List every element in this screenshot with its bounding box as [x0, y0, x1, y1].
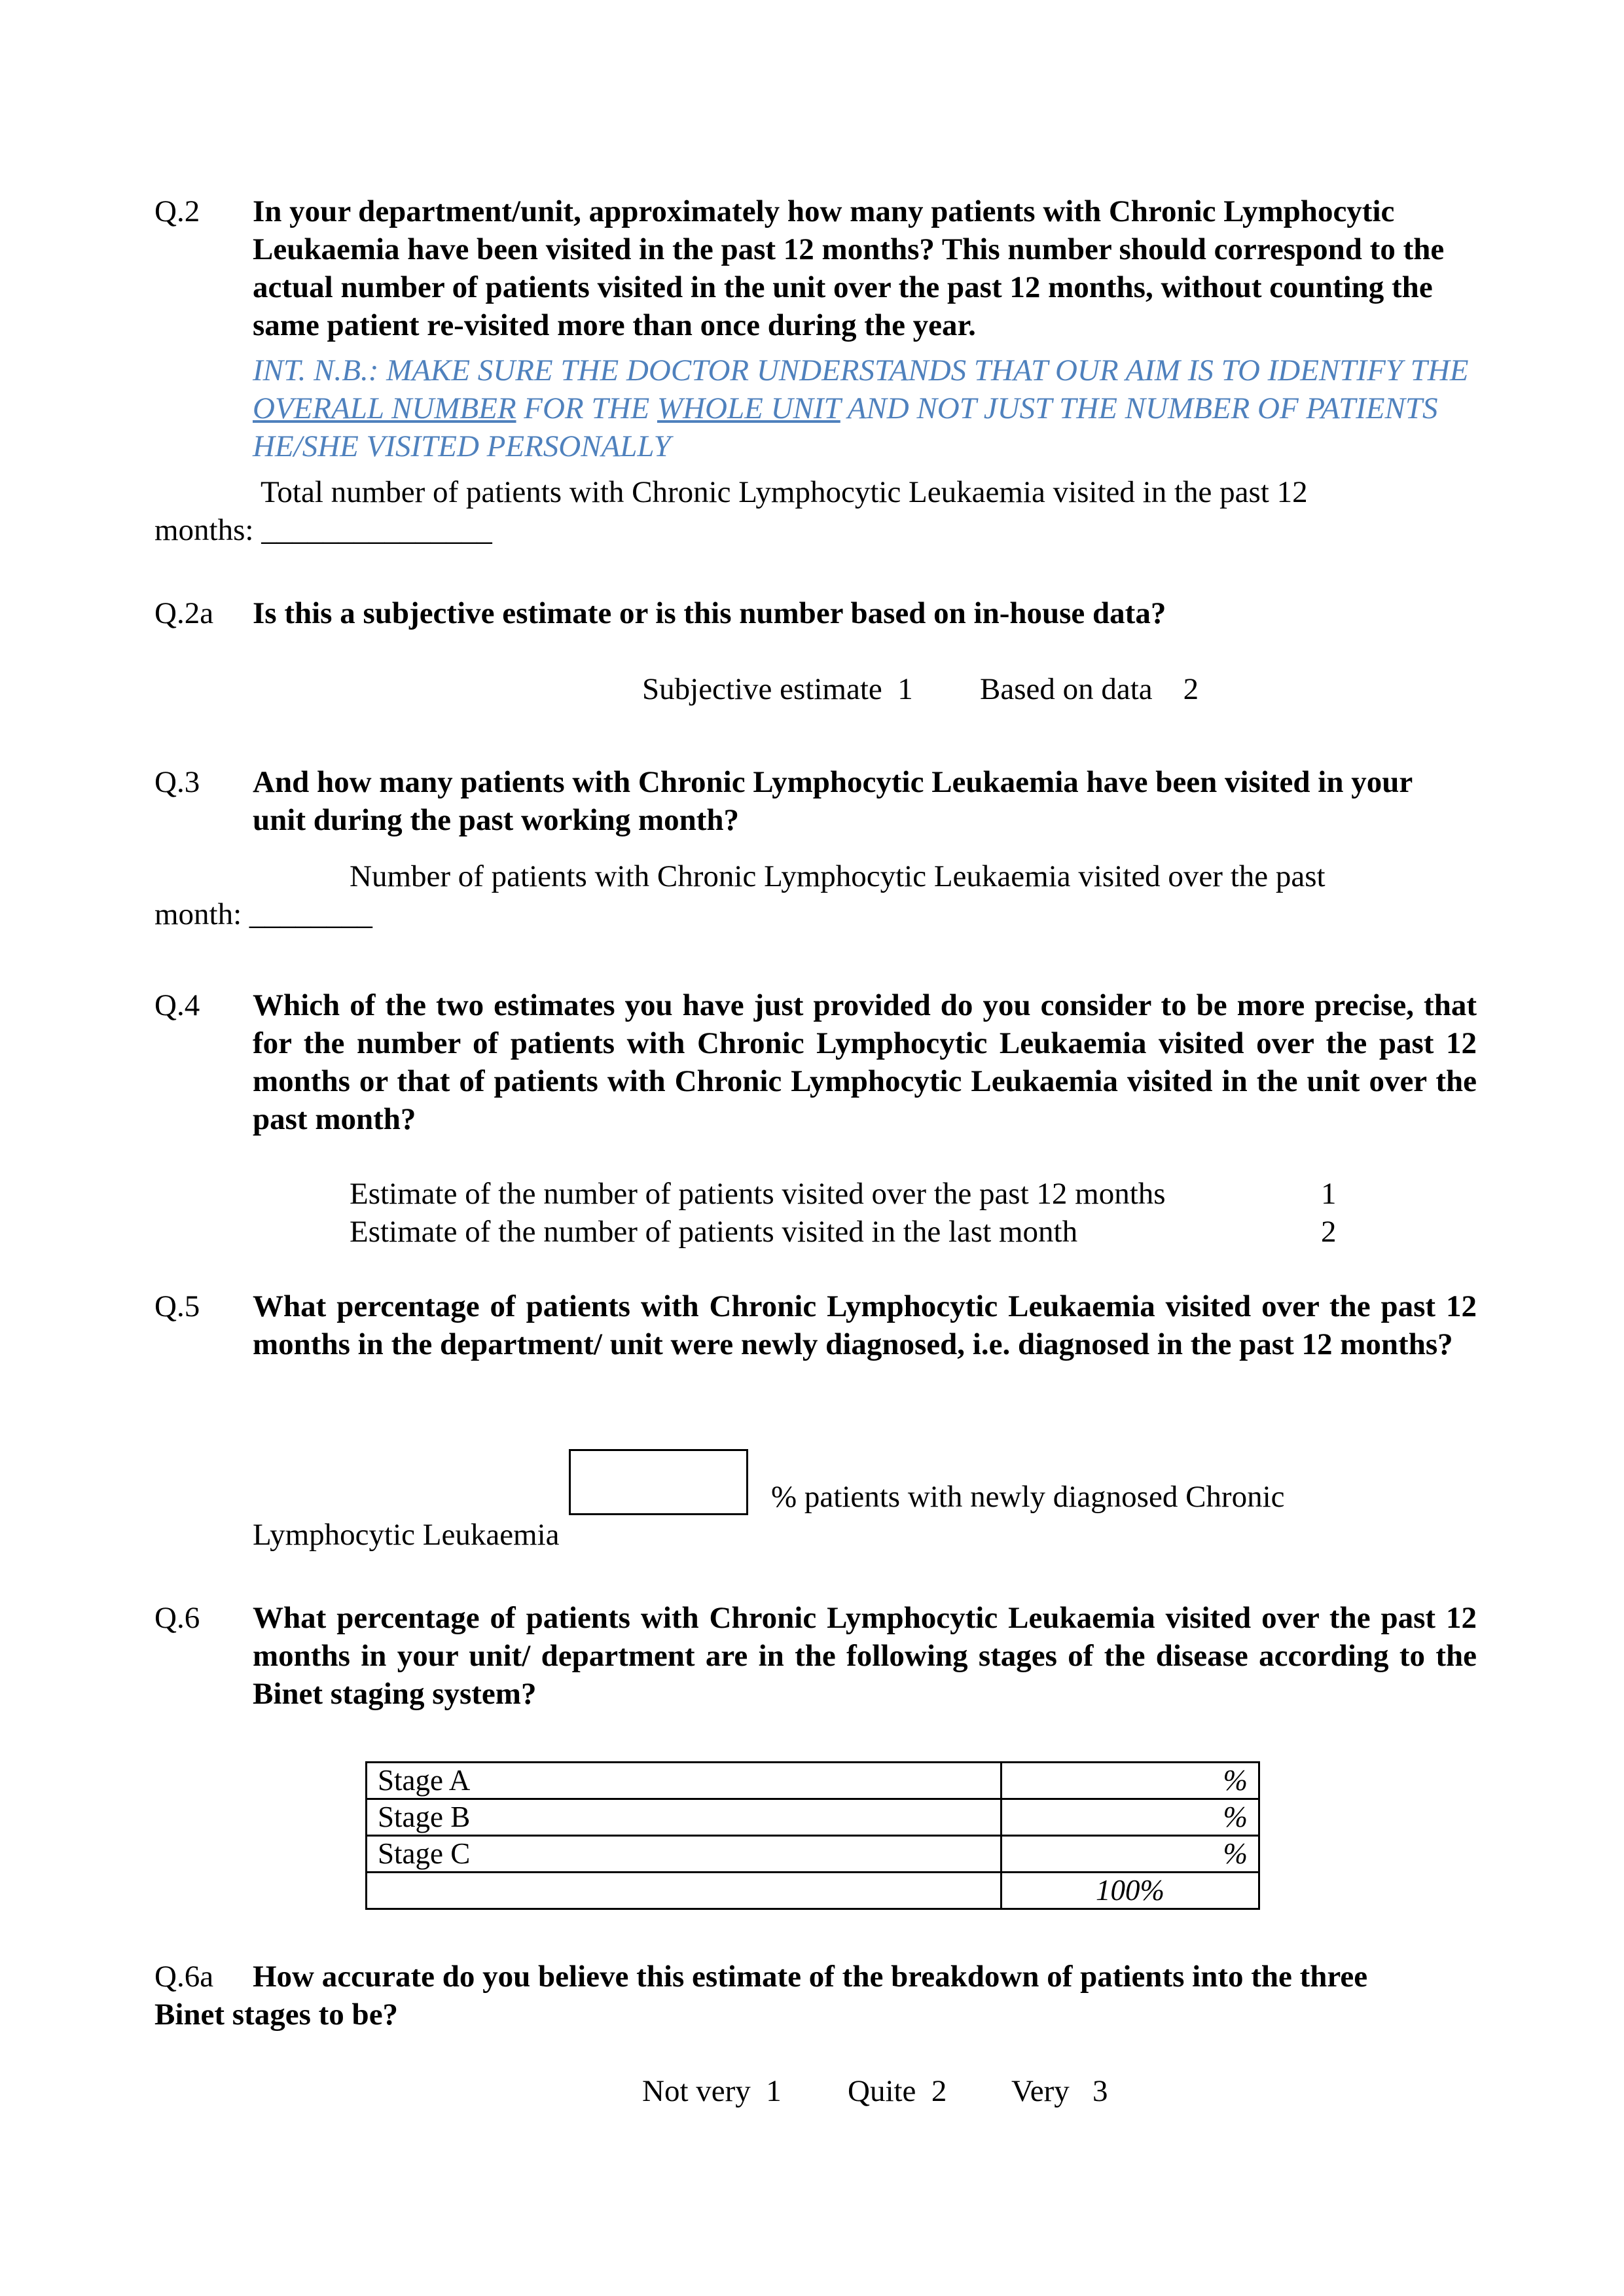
stage-a-label: Stage A	[367, 1763, 1001, 1799]
note-text: AND NOT JUST THE NUMBER OF PATIENTS HE/SHE VISITED PERSONALLY	[253, 391, 1438, 463]
q5-question: What percentage of patients with Chronic Lymphocytic Leukaemia visited over the past 12 months in the department/ unit were newly diagnosed, i.e. diagnosed in the past 12 months?	[253, 1289, 1477, 1361]
q6a-option-very[interactable]: Very 3	[1011, 2074, 1108, 2108]
q4-number: Q.4	[154, 988, 200, 1022]
binet-stage-table	[365, 1761, 1260, 1910]
q6-number: Q.6	[154, 1601, 200, 1635]
stage-c-label: Stage C	[367, 1836, 1001, 1873]
q2-question: In your department/unit, approximately how many patients with Chronic Lymphocytic Leukaemia have been visited in the past 12 months? This number should correspond to the actual number of patients visited in the unit over the past 12 months, without counting the same patient re-visited more than once during the year.	[253, 194, 1445, 342]
stage-c-percent-input[interactable]: %	[1001, 1836, 1259, 1873]
q2-interviewer-note	[253, 351, 1483, 465]
q2a-option-subjective[interactable]: Subjective estimate 1	[642, 672, 913, 706]
q4-option-last-month[interactable]: Estimate of the number of patients visited in the last month	[350, 1215, 1078, 1249]
q4-question: Which of the two estimates you have just provided do you consider to be more precise, that for the number of patients with Chronic Lymphocytic Leukaemia visited over the past 12 months or that of patients with Chronic Lymphocytic Leukaemia visited in the unit over the past month?	[253, 988, 1477, 1136]
q2-number: Q.2	[154, 194, 200, 228]
q5-answer-label: % patients with newly diagnosed Chronic	[771, 1480, 1285, 1514]
q5-number: Q.5	[154, 1289, 200, 1323]
total-label-empty	[367, 1873, 1001, 1909]
stage-a-percent-input[interactable]: %	[1001, 1763, 1259, 1799]
q2-answer-label: Total number of patients with Chronic Lymphocytic Leukaemia visited in the past 12	[261, 475, 1308, 509]
q4-option-12-months[interactable]: Estimate of the number of patients visited over the past 12 months	[350, 1177, 1166, 1211]
note-text: FOR THE	[516, 391, 657, 425]
q4-option-last-month-code: 2	[1321, 1215, 1337, 1249]
stage-b-percent-input[interactable]: %	[1001, 1799, 1259, 1836]
total-percent: 100%	[1001, 1873, 1259, 1909]
q6-question: What percentage of patients with Chronic Lymphocytic Leukaemia visited over the past 12 months in your unit/ department are in the following stages of the disease according to the Binet staging system?	[253, 1601, 1477, 1711]
note-underlined-overall-number: OVERALL NUMBER	[253, 391, 516, 425]
q6a-option-quite[interactable]: Quite 2	[848, 2074, 947, 2108]
table-row	[367, 1836, 1259, 1873]
q2a-question: Is this a subjective estimate or is this number based on in-house data?	[253, 596, 1166, 630]
table-row	[367, 1799, 1259, 1836]
q4-option-12-months-code: 1	[1321, 1177, 1337, 1211]
q3-answer-field[interactable]: month: ________	[154, 897, 372, 931]
q3-question: And how many patients with Chronic Lymphocytic Leukaemia have been visited in your unit during the past working month?	[253, 765, 1413, 837]
q5-answer-label-continued: Lymphocytic Leukaemia	[253, 1518, 560, 1552]
note-underlined-whole-unit: WHOLE UNIT	[657, 391, 840, 425]
table-row	[367, 1873, 1259, 1909]
q3-answer-label: Number of patients with Chronic Lymphocytic Leukaemia visited over the past	[350, 859, 1326, 893]
q6a-number: Q.6a	[154, 1960, 214, 1994]
q2a-option-data[interactable]: Based on data 2	[980, 672, 1199, 706]
note-text: INT. N.B.: MAKE SURE THE DOCTOR UNDERSTANDS THAT OUR AIM IS TO IDENTIFY THE	[253, 353, 1469, 387]
q6a-question-line1: How accurate do you believe this estimate of the breakdown of patients into the three	[253, 1960, 1368, 1994]
q6a-question-line2: Binet stages to be?	[154, 1998, 399, 2032]
stage-b-label: Stage B	[367, 1799, 1001, 1836]
table-row	[367, 1763, 1259, 1799]
q3-number: Q.3	[154, 765, 200, 799]
q5-percentage-input-box[interactable]	[569, 1449, 748, 1515]
q2a-number: Q.2a	[154, 596, 214, 630]
q2-answer-field[interactable]: months: _______________	[154, 513, 492, 547]
q6a-option-not-very[interactable]: Not very 1	[642, 2074, 782, 2108]
